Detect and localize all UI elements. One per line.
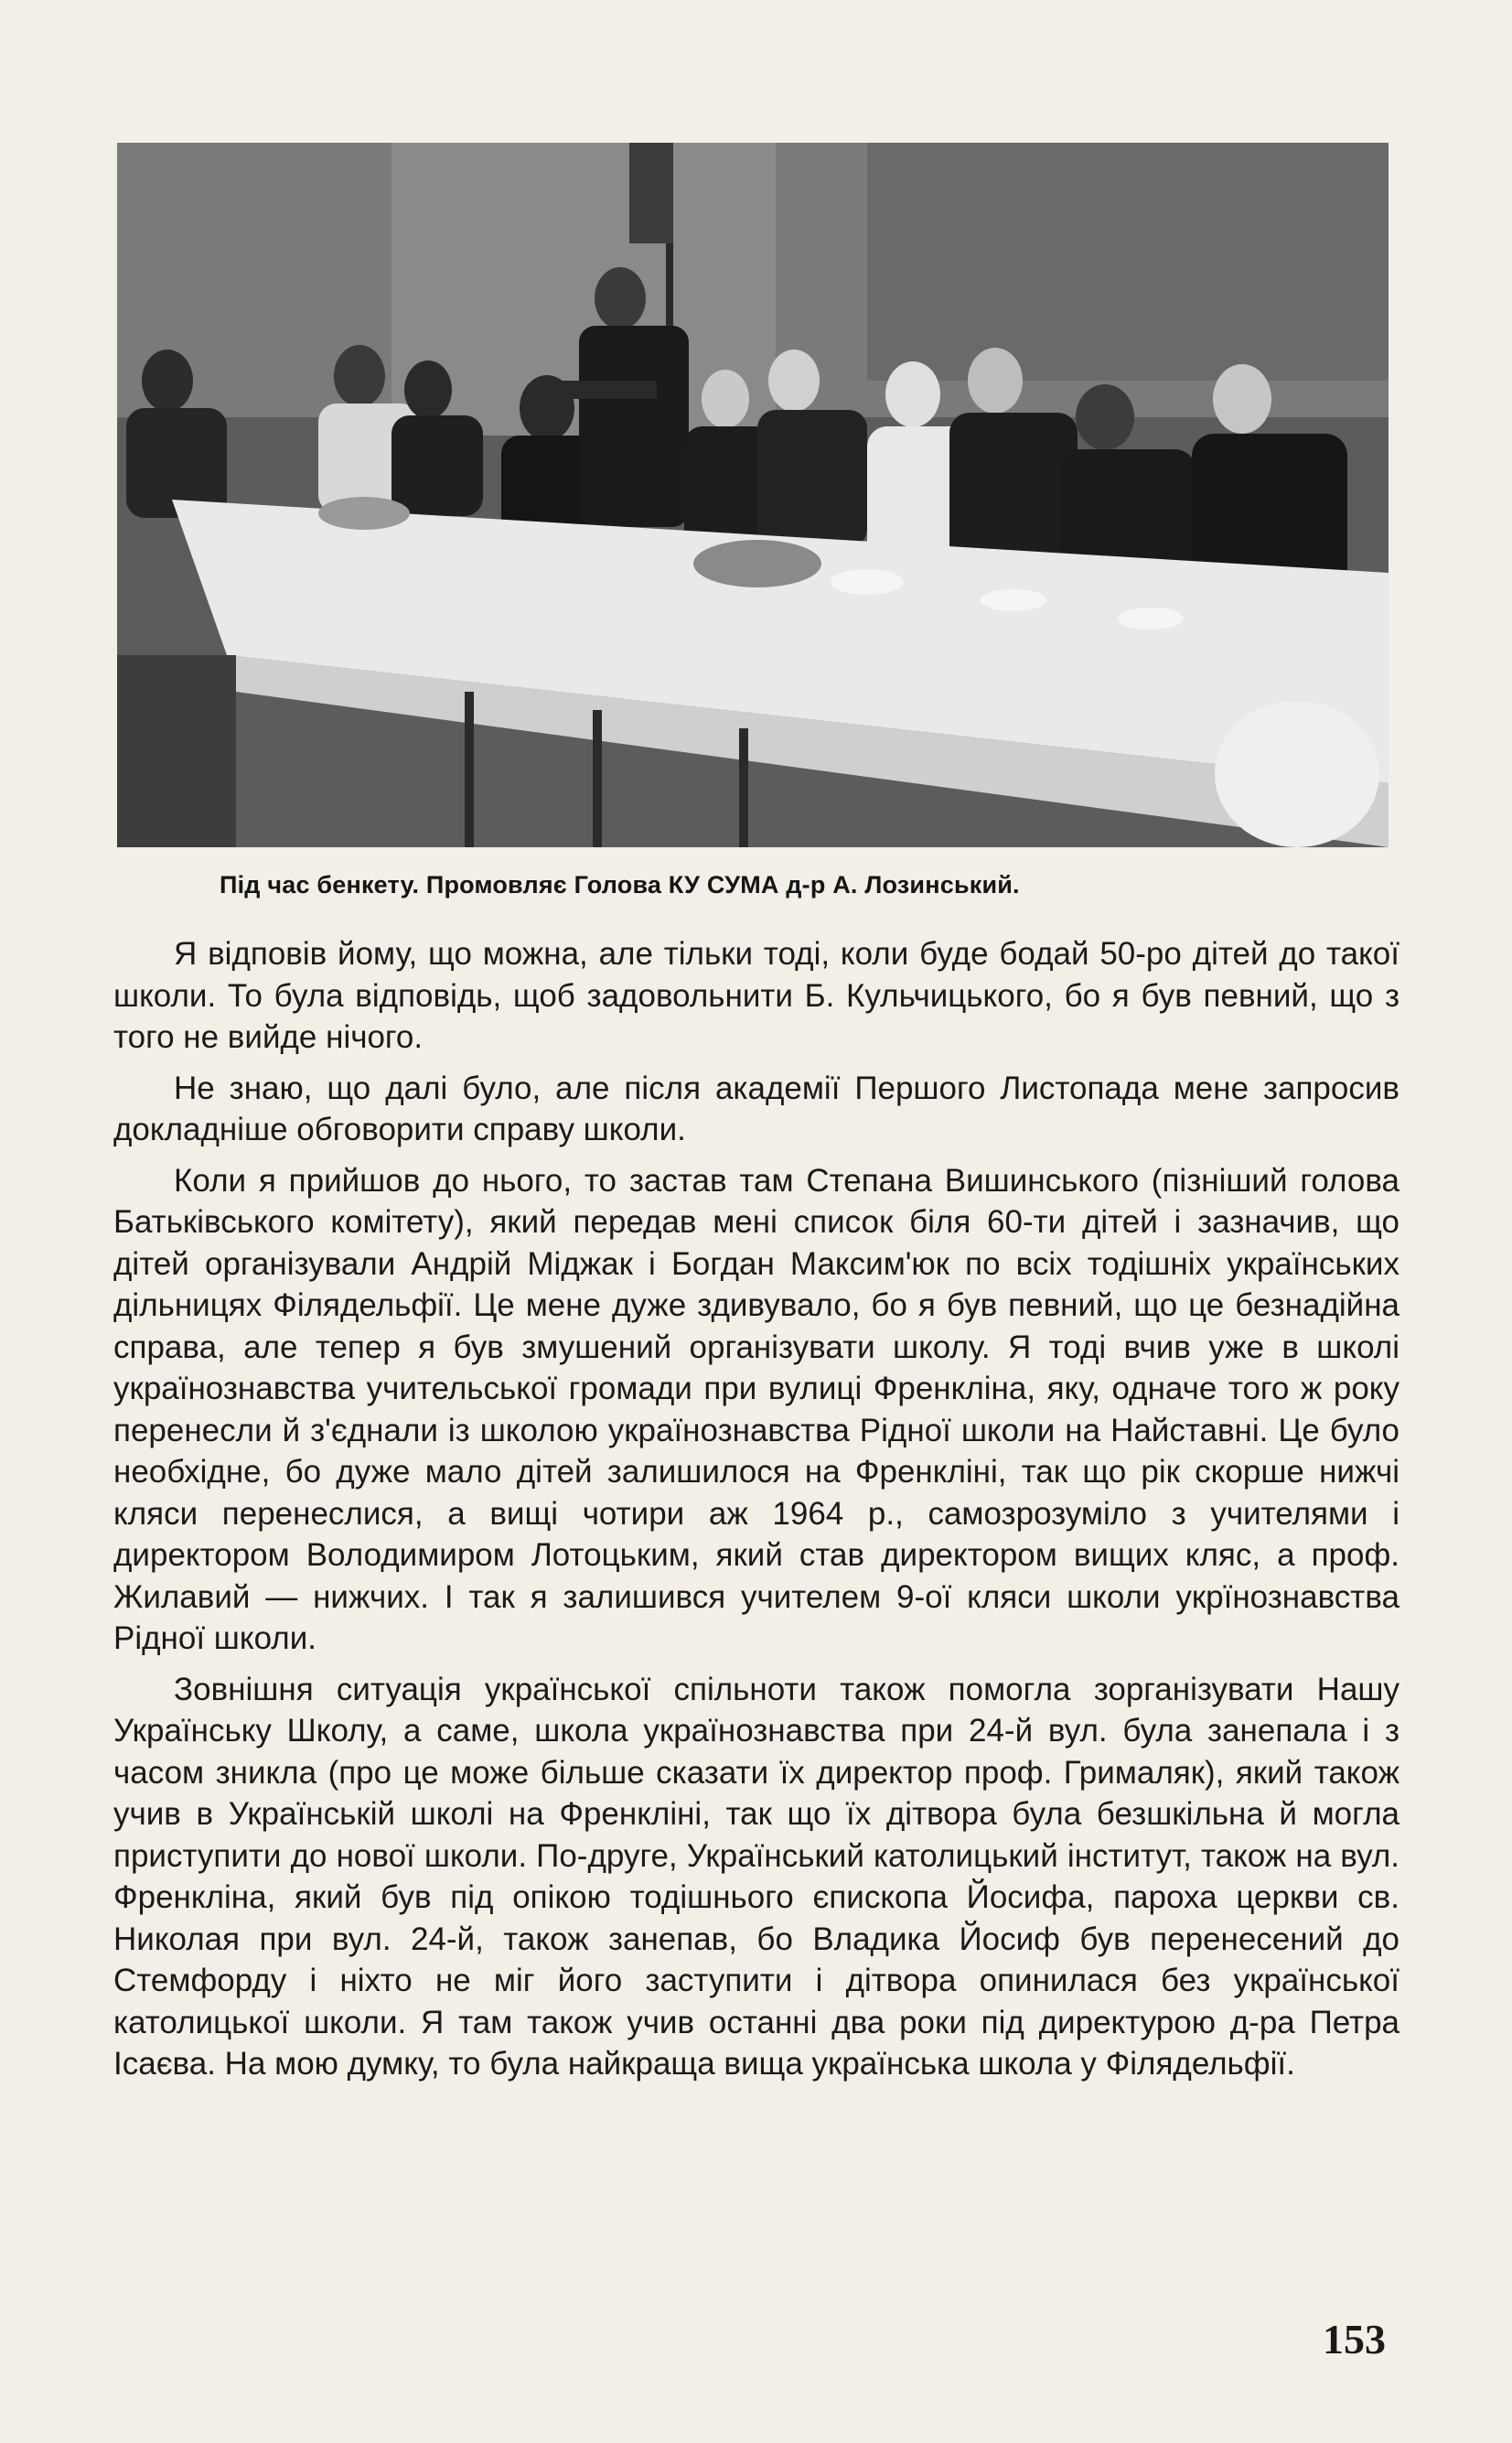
paragraph: Зовнішня ситуація української спільноти також помогла зорганізувати Нашу Українську Школу, а саме, школа українознавства при 24-й вул. була занепала і з часом зникла (про це може більше сказати їх директор проф. Грималяк), який також учив в Українській школі на Френкліні, так що їх дітвора була безшкільна й могла приступити до нової школи. По-друге, Український католицький інститут, також на вул. Френкліна, який був під опікою тодішнього єпископа Йосифа, пароха церкви св. Николая при вул. 24-й, також занепав, бо Владика Йосиф був перенесений до Стемфорду і ніхто не міг його заступити і дітвора опинилася без української католицької школи. Я там також учив останні два роки під директурою д-ра Петра Ісаєва. На мою думку, то була найкраща вища українська школа у Філядельфії.: [113, 1671, 1399, 2082]
banquet-photo-graphic: [117, 143, 1389, 847]
article-body: [113, 933, 1399, 2094]
paragraph: Я відповів йому, що можна, але тільки тоді, коли буде бодай 50-ро дітей до такої школи. То була відповідь, щоб задовольнити Б. Кульчицького, бо я був певний, що з того не вийде нічого.: [113, 936, 1399, 1055]
page-number: 153: [1323, 2316, 1386, 2362]
paragraph: Коли я прийшов до нього, то застав там Степана Вишинського (пізніший голова Батьківського комітету), який передав мені список біля 60-ти дітей і зазначив, що дітей організували Андрій Міджак і Богдан Максим'юк по всіх тодішніх українських дільницях Філядельфії. Це мене дуже здивувало, бо я був певний, що це безнадійна справа, але тепер я був змушений організувати школу. Я тоді вчив уже в школі українознавства учительської громади при вулиці Френкліна, яку, одначе того ж року перенесли й з'єднали із школою українознавства Рідної школи на Найставні. Це було необхідне, бо дуже мало дітей залишилося на Френкліні, так що рік скорше нижчі кляси перенеслися, а вищі чотири аж 1964 р., самозрозуміло з учителями і директором Володимиром Лотоцьким, який став директором вищих кляс, а проф. Жилавий — нижчих. І так я залишився учителем 9-ої кляси школи укрїнознавства Рідної школи.: [113, 1162, 1399, 1656]
banquet-photo: [117, 143, 1389, 847]
photo-caption: Під час бенкету. Промовляє Голова КУ СУМА д-р А. Лозинський.: [220, 871, 1020, 899]
paragraph: Не знаю, що далі було, але після академії Першого Листопада мене запросив докладніше обговорити справу школи.: [113, 1070, 1399, 1147]
